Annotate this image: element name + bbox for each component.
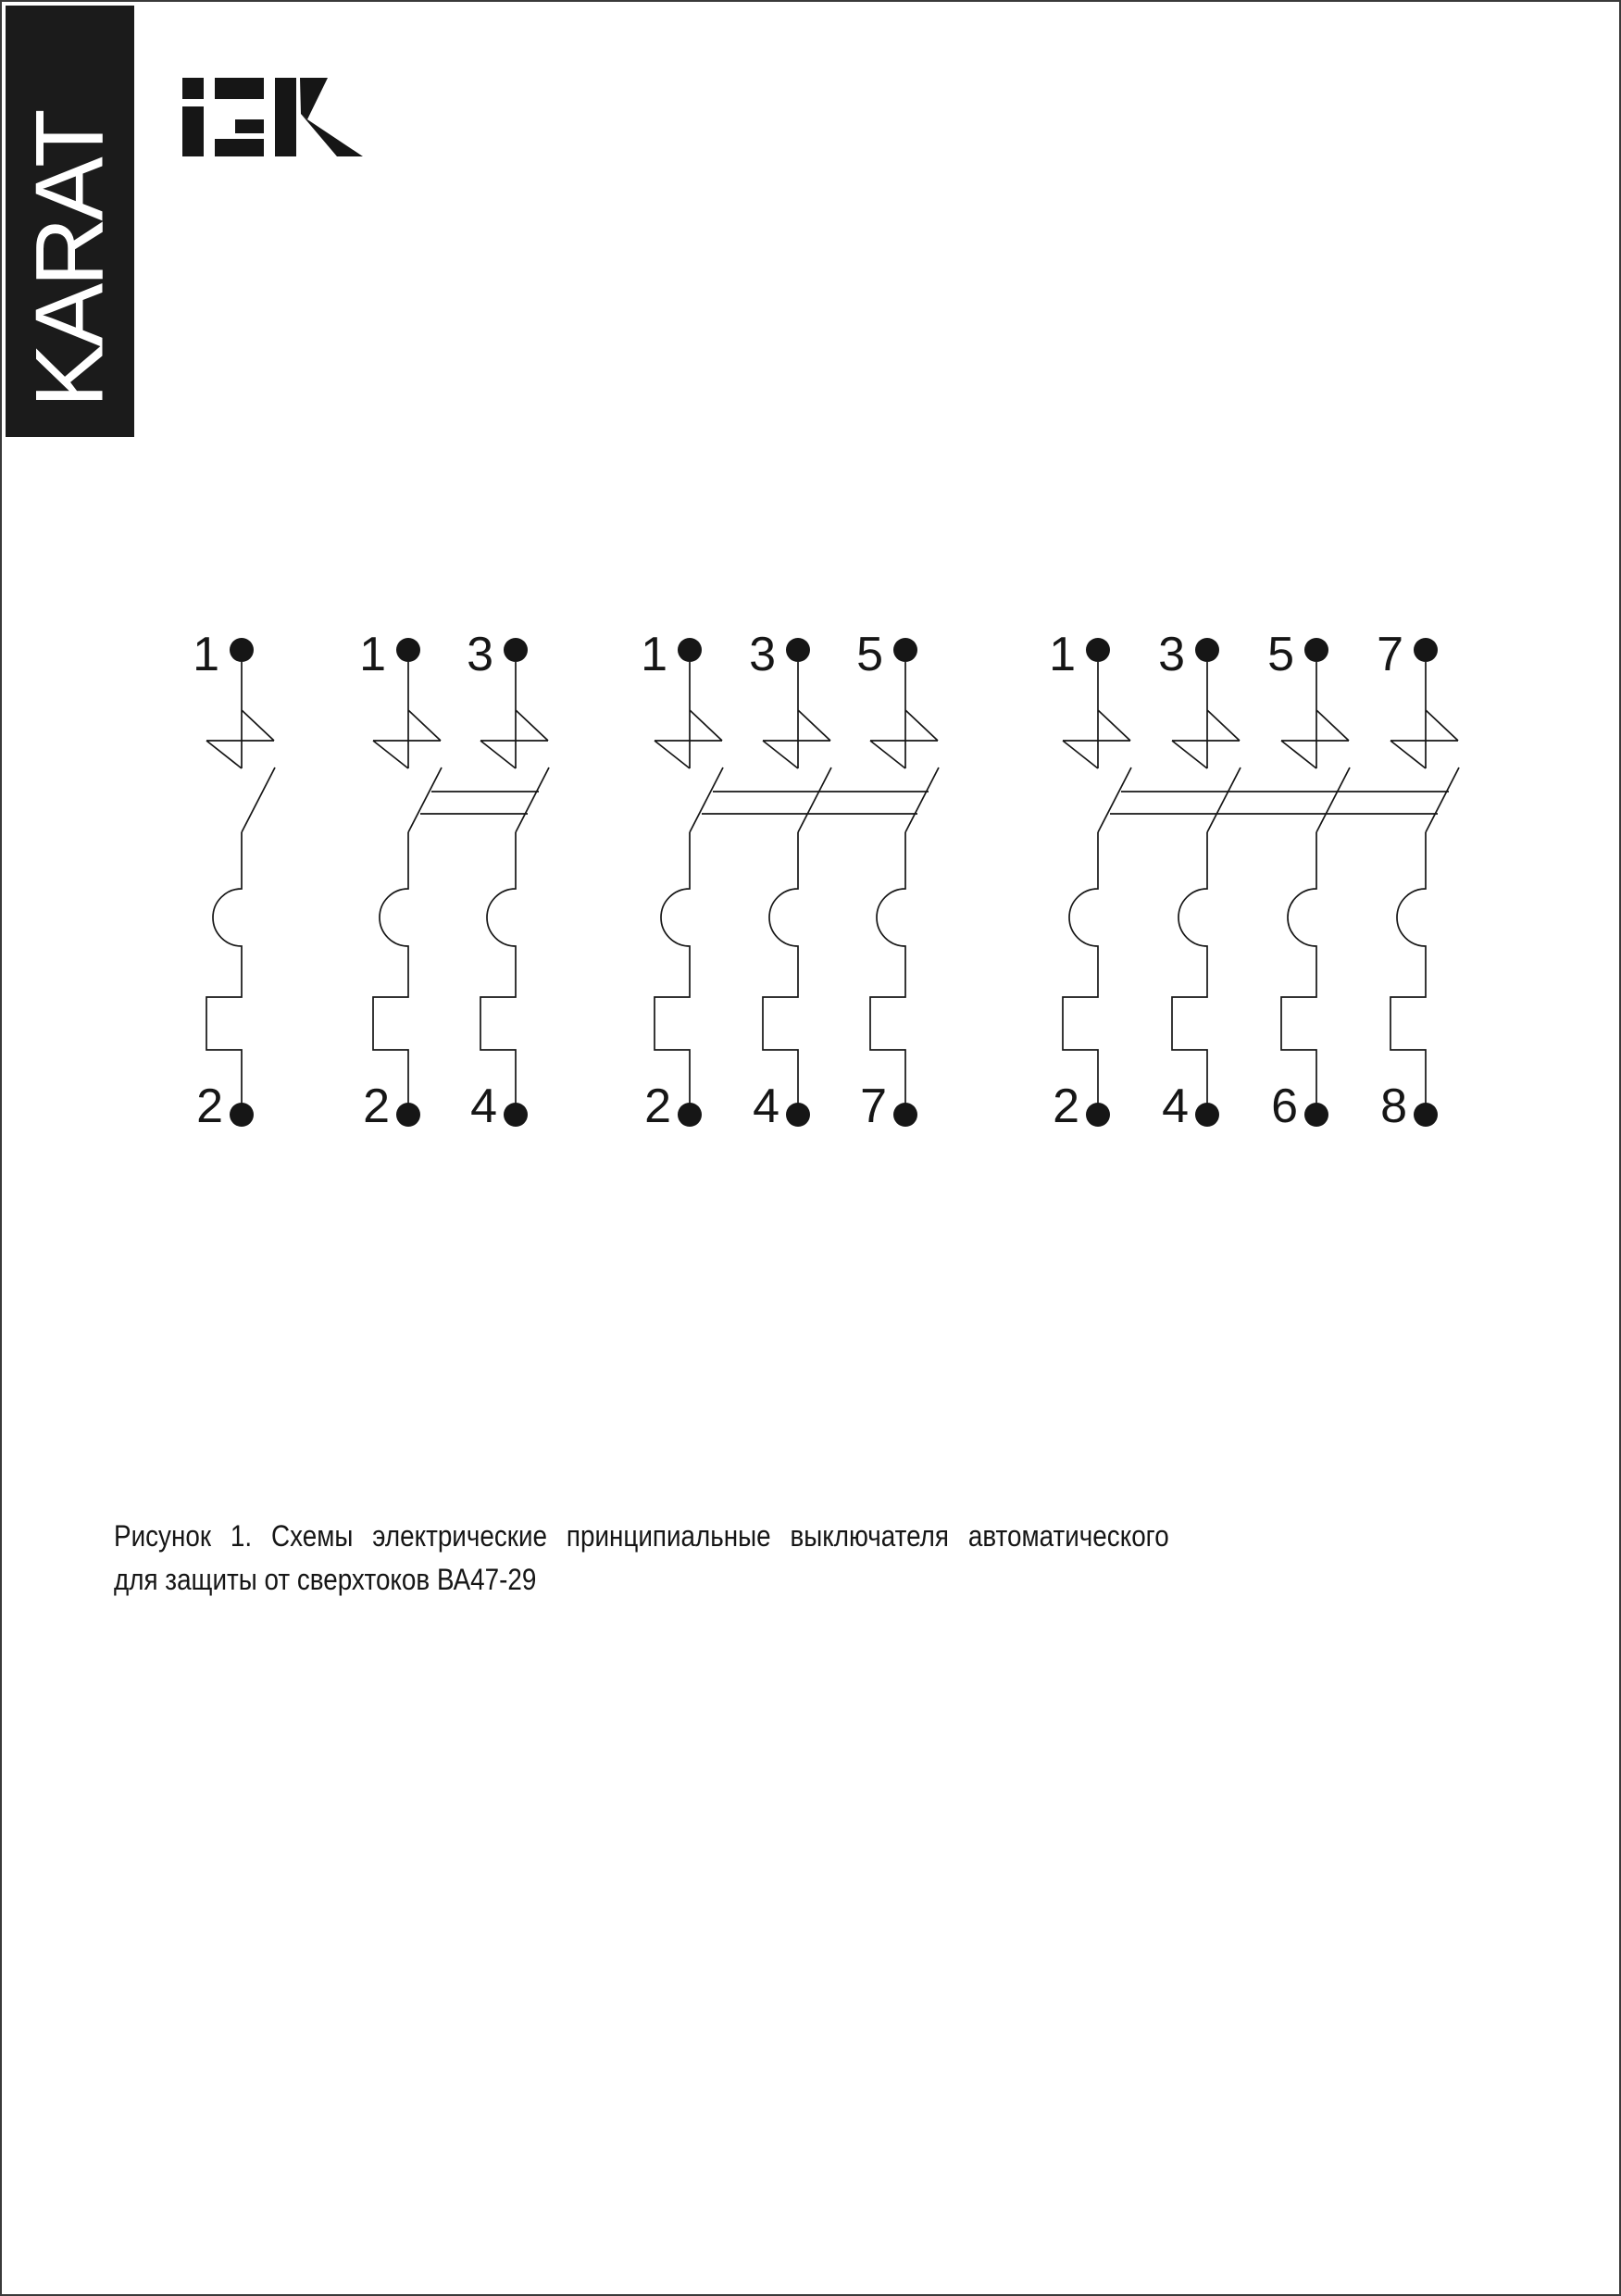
terminal-dot-bottom	[230, 1103, 254, 1127]
contact-blade	[905, 767, 939, 832]
terminal-label-top: 1	[641, 628, 667, 681]
terminal-dot-top	[1304, 638, 1328, 662]
terminal-dot-top	[786, 638, 810, 662]
contact-blade	[1098, 767, 1131, 832]
terminal-dot-top	[1414, 638, 1438, 662]
contact-blade	[1316, 767, 1350, 832]
release-coil-and-thermal	[206, 832, 242, 1104]
contact-blade	[798, 767, 831, 832]
contact-blade	[1426, 767, 1459, 832]
terminal-label-bottom: 2	[363, 1079, 390, 1133]
terminal-dot-bottom	[1414, 1103, 1438, 1127]
terminal-label-top: 3	[749, 628, 776, 681]
terminal-label-bottom: 7	[860, 1079, 887, 1133]
contact-blade	[242, 767, 275, 832]
terminal-label-bottom: 4	[1162, 1079, 1189, 1133]
release-coil-and-thermal	[1172, 832, 1207, 1104]
figure-caption	[114, 1515, 1169, 1602]
release-coil-and-thermal	[1281, 832, 1316, 1104]
terminal-dot-bottom	[1086, 1103, 1110, 1127]
terminal-dot-top	[1195, 638, 1219, 662]
terminal-label-top: 1	[359, 628, 386, 681]
release-coil-and-thermal	[655, 832, 690, 1104]
terminal-dot-top	[893, 638, 917, 662]
terminal-dot-bottom	[893, 1103, 917, 1127]
terminal-label-bottom: 2	[1053, 1079, 1079, 1133]
terminal-label-top: 3	[467, 628, 493, 681]
terminal-label-top: 1	[1049, 628, 1076, 681]
contact-blade	[690, 767, 723, 832]
contact-blade	[408, 767, 442, 832]
circuit-diagrams	[2, 2, 1621, 2296]
release-coil-and-thermal	[1390, 832, 1426, 1104]
terminal-dot-top	[678, 638, 702, 662]
terminal-label-bottom: 4	[470, 1079, 497, 1133]
karat-vertical-text: KARAT	[16, 112, 124, 408]
terminal-dot-bottom	[1304, 1103, 1328, 1127]
terminal-dot-top	[1086, 638, 1110, 662]
terminal-label-bottom: 2	[644, 1079, 671, 1133]
terminal-dot-bottom	[678, 1103, 702, 1127]
terminal-dot-top	[230, 638, 254, 662]
terminal-label-bottom: 2	[196, 1079, 223, 1133]
terminal-label-top: 5	[856, 628, 883, 681]
terminal-dot-top	[396, 638, 420, 662]
terminal-label-top: 7	[1377, 628, 1403, 681]
release-coil-and-thermal	[373, 832, 408, 1104]
contact-blade	[516, 767, 549, 832]
caption-line-2: для защиты от сверхтоков ВА47-29	[114, 1563, 537, 1596]
contact-blade	[1207, 767, 1241, 832]
caption-line-1: Рисунок 1. Схемы электрические принципиальные выключателя автоматического	[114, 1519, 1169, 1553]
release-coil-and-thermal	[763, 832, 798, 1104]
terminal-label-top: 5	[1267, 628, 1294, 681]
terminal-dot-bottom	[1195, 1103, 1219, 1127]
terminal-dot-top	[504, 638, 528, 662]
release-coil-and-thermal	[870, 832, 905, 1104]
terminal-label-top: 3	[1158, 628, 1185, 681]
terminal-label-bottom: 6	[1271, 1079, 1298, 1133]
terminal-dot-bottom	[504, 1103, 528, 1127]
terminal-label-bottom: 8	[1380, 1079, 1407, 1133]
terminal-dot-bottom	[786, 1103, 810, 1127]
release-coil-and-thermal	[1063, 832, 1098, 1104]
release-coil-and-thermal	[480, 832, 516, 1104]
terminal-dot-bottom	[396, 1103, 420, 1127]
terminal-label-top: 1	[193, 628, 219, 681]
terminal-label-bottom: 4	[753, 1079, 779, 1133]
